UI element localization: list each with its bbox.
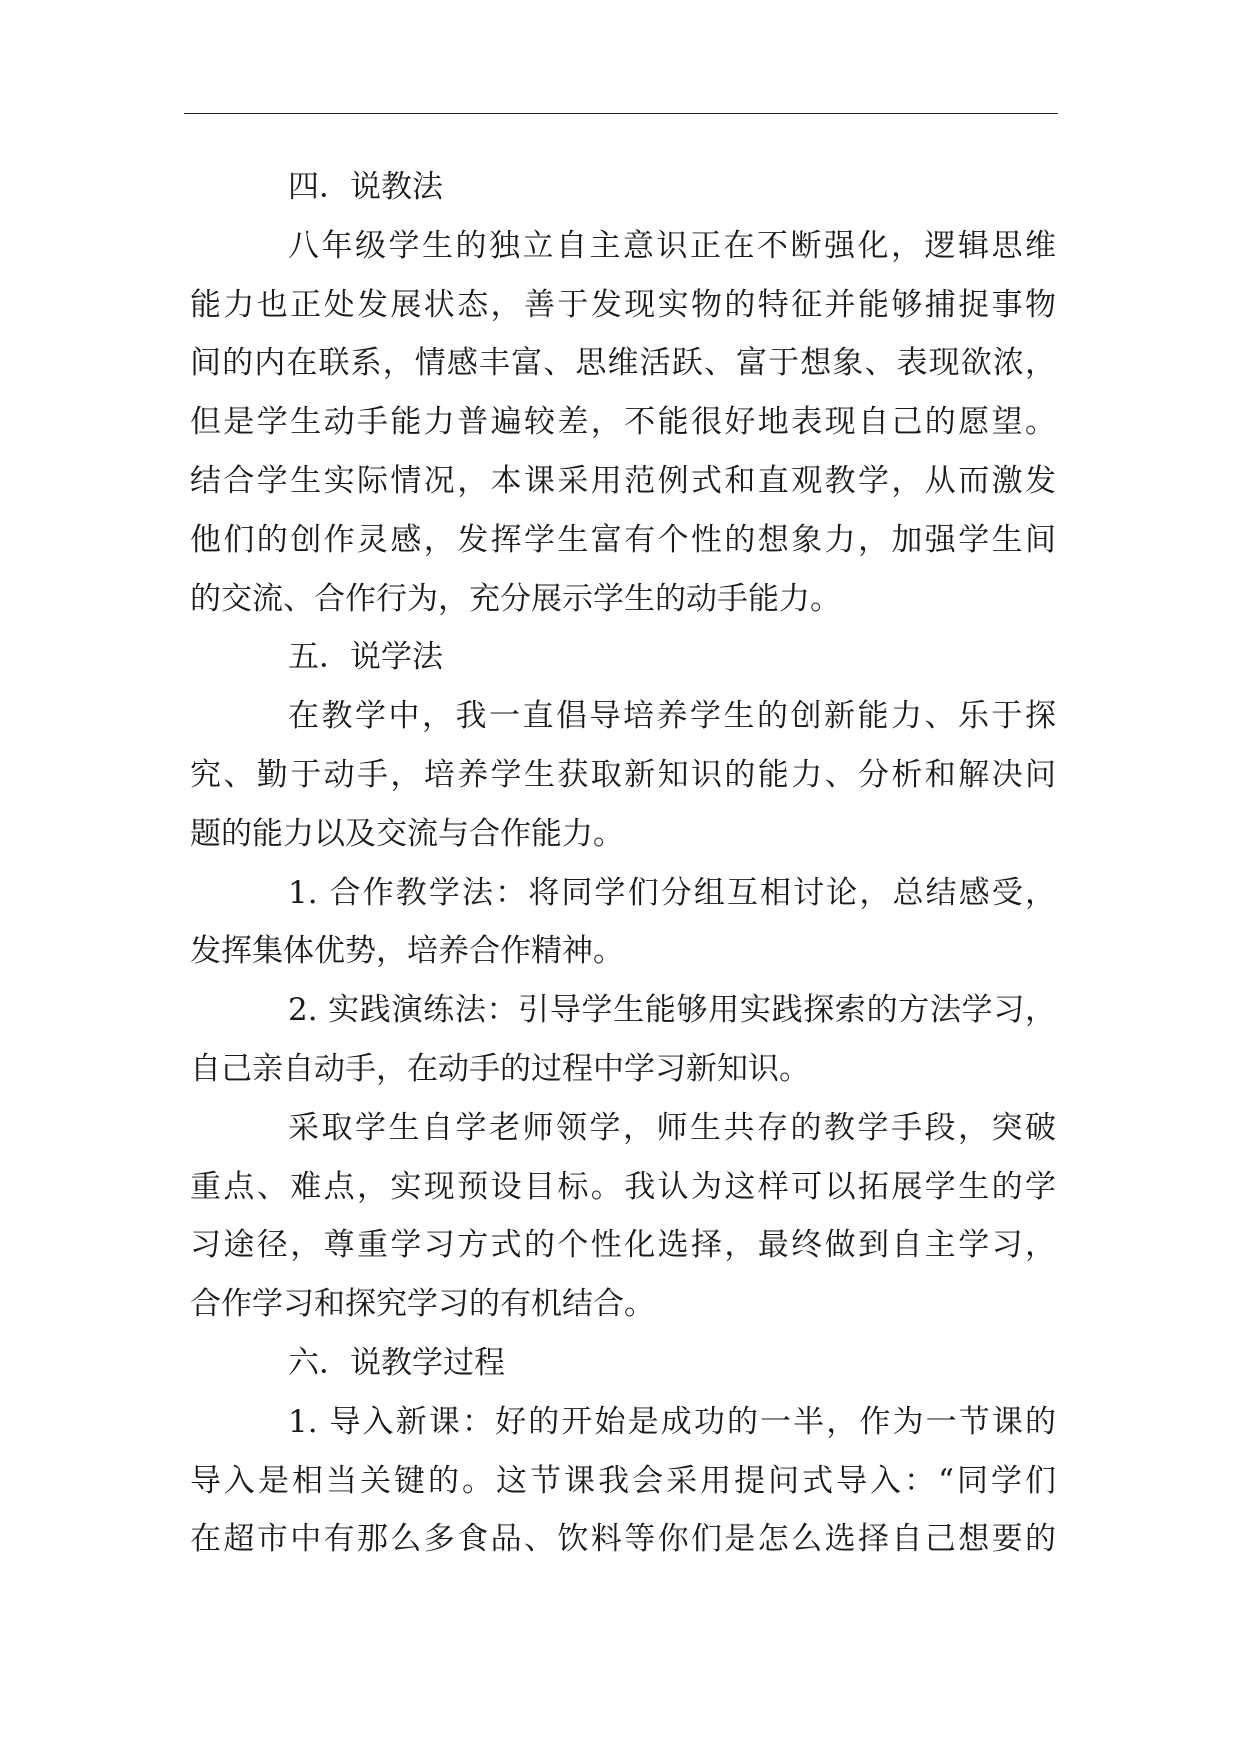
text-line: 八年级学生的独立自主意识正在不断强化，逻辑思维: [288, 227, 1056, 264]
text-line: 能力也正处发展状态，善于发现实物的特征并能够捕捉事物: [190, 286, 1056, 323]
text-line: 发挥集体优势，培养合作精神。: [190, 933, 624, 970]
text-line: 四．说教法: [288, 169, 443, 205]
header-rule: [184, 113, 1058, 114]
text-line: 1. 合作教学法：将同学们分组互相讨论，总结感受，: [288, 874, 1056, 911]
text-line: 六．说教学过程: [288, 1344, 505, 1381]
text-line: 在超市中有那么多食品、饮料等你们是怎么选择自己想要的: [190, 1521, 1056, 1558]
text-line: 自己亲自动手，在动手的过程中学习新知识。: [190, 1050, 810, 1087]
text-line: 间的内在联系，情感丰富、思维活跃、富于想象、表现欲浓，: [190, 345, 1056, 382]
text-line: 究、勤于动手，培养学生获取新知识的能力、分析和解决问: [190, 756, 1056, 793]
text-line: 的交流、合作行为，充分展示学生的动手能力。: [190, 580, 841, 617]
text-line: 1. 导入新课：好的开始是成功的一半，作为一节课的: [288, 1403, 1056, 1440]
text-line: 重点、难点，实现预设目标。我认为这样可以拓展学生的学: [190, 1168, 1056, 1205]
text-line: 2. 实践演练法：引导学生能够用实践探索的方法学习，: [288, 992, 1056, 1029]
text-line: 但是学生动手能力普遍较差，不能很好地表现自己的愿望。: [190, 404, 1056, 441]
text-line: 他们的创作灵感，发挥学生富有个性的想象力，加强学生间: [190, 521, 1056, 558]
text-line: 导入是相当关键的。这节课我会采用提问式导入：“同学们: [190, 1462, 1056, 1499]
text-line: 在教学中，我一直倡导培养学生的创新能力、乐于探: [288, 698, 1056, 735]
text-line: 采取学生自学老师领学，师生共存的教学手段，突破: [288, 1109, 1056, 1146]
text-line: 结合学生实际情况，本课采用范例式和直观教学，从而激发: [190, 462, 1056, 499]
document-body: [190, 158, 1056, 1569]
text-line: 题的能力以及交流与合作能力。: [190, 815, 624, 852]
text-line: 五．说学法: [288, 639, 443, 676]
text-line: 习途径，尊重学习方式的个性化选择，最终做到自主学习，: [190, 1227, 1056, 1264]
text-line: 合作学习和探究学习的有机结合。: [190, 1286, 655, 1323]
